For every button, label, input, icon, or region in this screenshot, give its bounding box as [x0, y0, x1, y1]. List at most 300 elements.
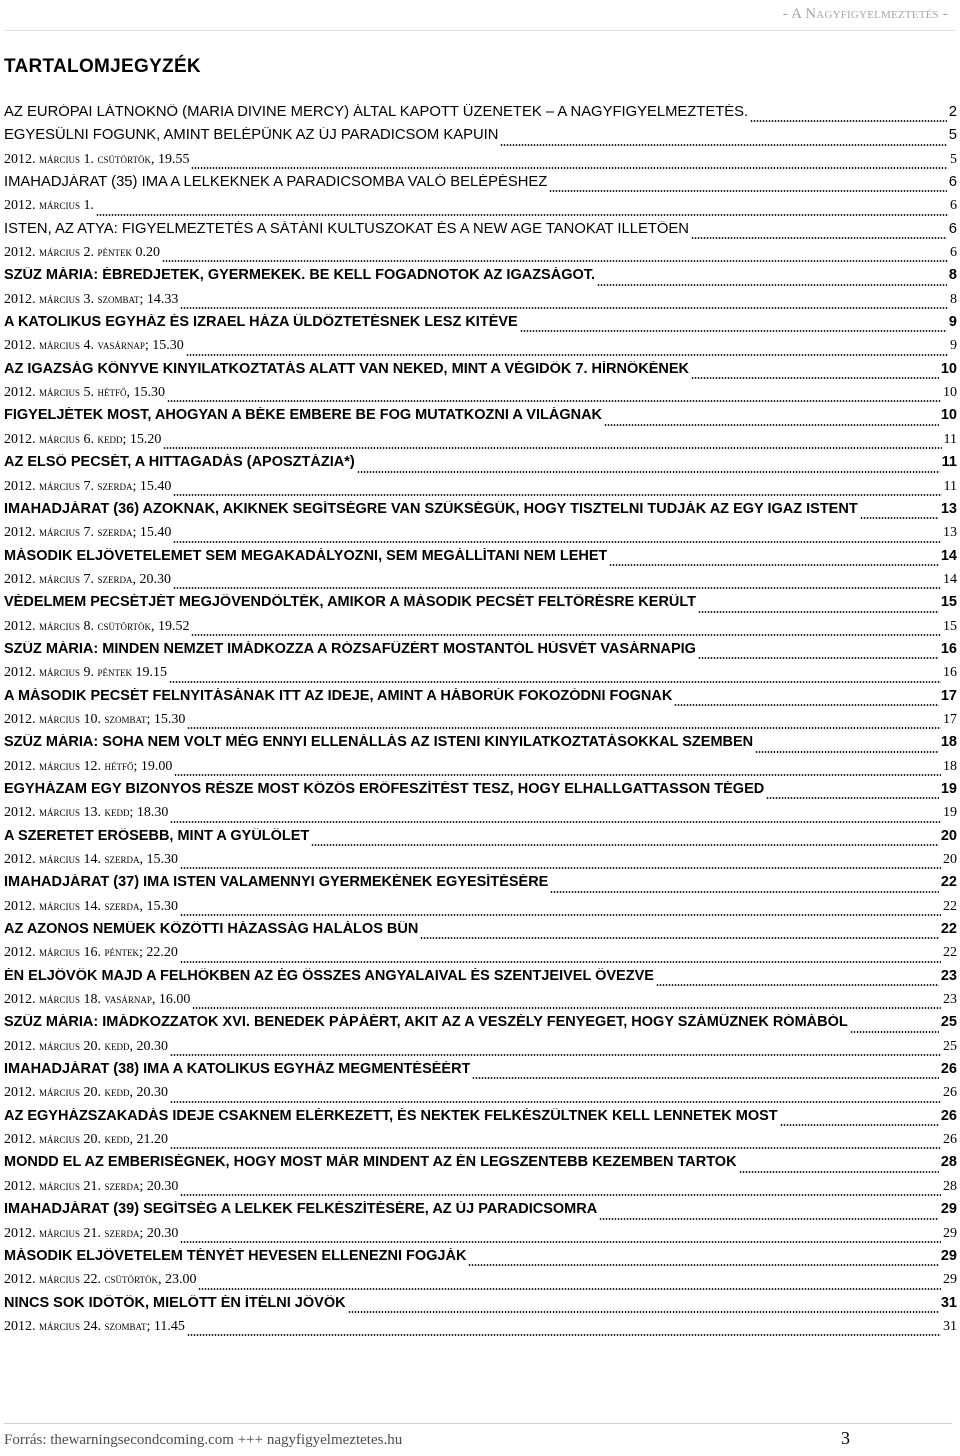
date-time: , 20.30: [132, 571, 172, 587]
toc-entry[interactable]: [4, 127, 957, 150]
toc-entry[interactable]: [4, 968, 957, 991]
toc-entry-date: [4, 431, 161, 448]
page-number: 3: [841, 1428, 850, 1448]
toc-entry[interactable]: [4, 781, 957, 804]
dot-leader: [656, 984, 939, 986]
dot-leader: [180, 961, 941, 963]
date-time: , 20.30: [129, 1085, 169, 1101]
toc-entry-date: [4, 1038, 168, 1055]
date-time: , 15.30: [126, 385, 166, 401]
toc-entry[interactable]: [4, 874, 957, 897]
toc-page-number: 22: [940, 921, 957, 938]
toc-entry[interactable]: [4, 548, 957, 571]
toc-entry[interactable]: [4, 734, 957, 757]
date-month: március: [39, 1317, 81, 1333]
toc-entry-date: [4, 1131, 168, 1148]
date-month: március: [39, 1224, 81, 1240]
date-month: március: [39, 617, 81, 633]
toc-page-number: 22: [943, 898, 957, 914]
toc-entry-title: AZ IGAZSÁG KÖNYVE KINYILATKOZTATÁS ALATT VAN NEKED, MINT A VÉGIDŐK 7. HÍRNÖKÉNEK: [4, 360, 689, 377]
toc-page-number: 18: [940, 734, 957, 751]
toc-entry[interactable]: [4, 828, 957, 851]
date-time: , 15.30: [139, 852, 179, 867]
date-weekday: csütörtök: [104, 1271, 158, 1287]
toc-subentry[interactable]: [4, 1038, 957, 1061]
date-time: , 21.20: [129, 1132, 169, 1148]
toc-subentry[interactable]: [4, 478, 957, 501]
dot-leader: [691, 377, 939, 379]
dot-leader: [162, 260, 948, 262]
toc-page-number: 13: [940, 500, 957, 517]
toc-entry-title: IMAHADJÁRAT (36) AZOKNAK, AKIKNEK SEGÍTSÉGRE VAN SZÜKSÉGÜK, HOGY TISZTELNI TUDJÁK AZ EGY IGAZ ISTENT: [4, 500, 858, 517]
dot-leader: [192, 1007, 941, 1009]
toc-page-number: 15: [940, 594, 957, 611]
toc-entry-date: [4, 197, 94, 214]
toc-subentry[interactable]: [4, 524, 957, 547]
toc-page-number: 23: [940, 967, 957, 984]
toc-entry-date: [4, 991, 190, 1008]
date-day: 21.: [80, 1178, 102, 1194]
dot-leader: [750, 120, 947, 122]
date-time: ; 15.40: [132, 478, 172, 494]
date-day: 7.: [80, 571, 95, 587]
date-time: , 16.00: [151, 992, 191, 1008]
dot-leader: [187, 727, 941, 729]
toc-page-number: 16: [943, 665, 957, 681]
date-time: ; 20.30: [139, 1225, 179, 1241]
date-day: 24.: [80, 1318, 102, 1334]
toc-subentry[interactable]: [4, 944, 957, 967]
toc-page-number: 20: [943, 852, 957, 867]
toc-subentry[interactable]: [4, 1271, 957, 1294]
toc-page-number: 11: [943, 478, 957, 494]
toc-page-number: 26: [940, 1107, 957, 1124]
date-weekday: kedd: [104, 1131, 130, 1147]
date-year: 2012.: [4, 618, 36, 634]
toc-page-number: 22: [940, 874, 957, 891]
date-year: 2012.: [4, 338, 36, 354]
toc-entry-date: [4, 524, 171, 541]
dot-leader: [674, 704, 939, 706]
page-footer: [4, 1423, 952, 1454]
toc-entry-title: VÉDELMEM PECSÉTJÉT MEGJÖVENDÖLTÉK, AMIKOR A MÁSODIK PECSÉT FELTÖRÉSRE KERÜLT: [4, 594, 697, 611]
toc-page-number: 10: [940, 360, 957, 377]
date-time: ; 22.20: [139, 945, 178, 961]
date-weekday: kedd: [104, 804, 130, 820]
toc-entry-title: AZ ELSŐ PECSÉT, A HITTAGADÁS (APOSZTÁZIA*): [4, 454, 355, 471]
toc-page-number: 11: [943, 431, 957, 447]
date-year: 2012.: [4, 992, 36, 1008]
date-weekday: péntek: [97, 664, 133, 680]
toc-entry-date: [4, 1318, 185, 1335]
toc-entry[interactable]: [4, 221, 957, 244]
toc-entry[interactable]: [4, 921, 957, 944]
toc-page-number: 22: [943, 945, 957, 961]
dot-leader: [609, 564, 938, 566]
toc-page-number: 29: [943, 1272, 957, 1288]
dot-leader: [173, 587, 941, 589]
date-month: március: [39, 150, 81, 166]
toc-subentry[interactable]: [4, 337, 957, 360]
toc-entry[interactable]: [4, 1201, 957, 1224]
date-day: 13.: [80, 805, 102, 821]
toc-entry-date: [4, 244, 160, 261]
toc-entry-title: A SZERETET ERŐSEBB, MINT A GYŰLÖLET: [4, 827, 310, 844]
toc-subentry[interactable]: [4, 384, 957, 407]
toc-entry-title: IMAHADJÁRAT (39) SEGÍTSÉG A LELKEK FELKÉSZÍTÉSÉRE, AZ ÚJ PARADICSOMRA: [4, 1201, 598, 1218]
date-weekday: vasárnap: [104, 991, 152, 1007]
toc-page-number: 6: [950, 198, 957, 214]
toc-entry-title: IMAHADJÁRAT (35) IMA A LELKEKNEK A PARADICSOMBA VALÓ BELÉPÉSHEZ: [4, 174, 548, 191]
date-weekday: kedd: [97, 430, 123, 446]
toc-entry[interactable]: [4, 594, 957, 617]
dot-leader: [850, 1031, 939, 1033]
dot-leader: [357, 471, 940, 473]
toc-subentry[interactable]: [4, 291, 957, 314]
toc-subentry[interactable]: [4, 664, 957, 687]
date-year: 2012.: [4, 571, 36, 587]
date-weekday: péntek: [97, 244, 133, 260]
table-of-contents: [4, 104, 957, 1341]
date-month: március: [39, 1271, 81, 1287]
toc-entry-date: [4, 151, 189, 168]
date-weekday: szombat: [97, 290, 140, 306]
date-day: 7.: [80, 525, 95, 541]
date-year: 2012.: [4, 385, 36, 401]
dot-leader: [187, 1334, 941, 1336]
toc-entry[interactable]: [4, 688, 957, 711]
dot-leader: [420, 937, 939, 939]
toc-page-number: 11: [941, 454, 957, 471]
dot-leader: [780, 1124, 939, 1126]
date-weekday: szerda: [97, 570, 133, 586]
toc-entry-title: SZŰZ MÁRIA: IMÁDKOZZATOK XVI. BENEDEK PÁPÁÉRT, AKIT AZ A VESZÉLY FENYEGET, HOGY SZÁMŰZNEK RÓMÁBÓL: [4, 1014, 848, 1031]
dot-leader: [860, 517, 939, 519]
dot-leader: [597, 284, 947, 286]
date-year: 2012.: [4, 945, 36, 961]
date-month: március: [39, 244, 81, 260]
dot-leader: [191, 634, 941, 636]
date-day: 20.: [80, 1085, 102, 1101]
dot-leader: [191, 167, 948, 169]
date-year: 2012.: [4, 245, 36, 261]
toc-entry[interactable]: [4, 501, 957, 524]
dot-leader: [170, 821, 941, 823]
date-day: 18.: [80, 992, 102, 1008]
date-month: március: [39, 570, 81, 586]
date-day: 6.: [80, 431, 95, 447]
date-year: 2012.: [4, 198, 36, 214]
date-year: 2012.: [4, 1178, 36, 1194]
toc-page-number: 28: [943, 1178, 957, 1194]
date-weekday: szerda: [97, 477, 133, 493]
date-day: 21.: [80, 1225, 102, 1241]
date-day: 14.: [80, 898, 102, 914]
toc-page-number: 17: [940, 687, 957, 704]
date-time: , 19.52: [150, 618, 190, 634]
dot-leader: [604, 424, 939, 426]
date-month: március: [39, 1037, 81, 1053]
date-month: március: [39, 197, 81, 213]
date-weekday: szerda: [104, 1224, 140, 1240]
toc-entry-title: EGYHÁZAM EGY BIZONYOS RÉSZE MOST KÖZÖS ERŐFESZÍTÉST TESZ, HOGY ELHALLGATTASSON TÉGED: [4, 780, 765, 797]
dot-leader: [170, 1101, 941, 1103]
date-weekday: szerda: [104, 897, 140, 913]
toc-entry[interactable]: [4, 104, 957, 127]
toc-subentry[interactable]: [4, 1131, 957, 1154]
toc-entry-date: [4, 664, 167, 681]
dot-leader: [170, 1147, 941, 1149]
date-time: 19.15: [132, 665, 168, 681]
toc-entry[interactable]: [4, 1061, 957, 1084]
toc-entry-date: [4, 1178, 178, 1195]
toc-entry[interactable]: [4, 267, 957, 290]
date-day: 5.: [80, 385, 95, 401]
dot-leader: [173, 541, 941, 543]
date-day: 3.: [80, 291, 95, 307]
toc-page-number: 26: [943, 1132, 957, 1148]
dot-leader: [348, 1311, 939, 1313]
dot-leader: [500, 144, 946, 146]
toc-subentry[interactable]: [4, 851, 957, 874]
toc-subentry[interactable]: [4, 1225, 957, 1248]
date-time: , 15.30: [139, 898, 179, 914]
toc-entry[interactable]: [4, 1295, 957, 1318]
dot-leader: [180, 867, 941, 869]
toc-entry-date: [4, 851, 178, 868]
toc-entry-title: MONDD EL AZ EMBERISÉGNEK, HOGY MOST MÁR MINDENT AZ ÉN LEGSZENTEBB KEZEMBEN TARTOK: [4, 1154, 737, 1171]
header-rule: [4, 30, 956, 31]
date-time: ; 19.00: [133, 758, 173, 774]
toc-entry-title: MÁSODIK ELJÖVETELEM TÉNYÉT HEVESEN ELLENEZNI FOGJÁK: [4, 1247, 467, 1264]
date-month: március: [39, 897, 81, 913]
toc-page-number: 25: [943, 1038, 957, 1054]
date-month: március: [39, 944, 81, 960]
toc-entry-date: [4, 1225, 178, 1242]
date-time: , 19.55: [150, 151, 190, 167]
toc-entry-title: ÉN ELJÖVÖK MAJD A FELHŐKBEN AZ ÉG ÖSSZES ANGYALAIVAL ÉS SZENTJEIVEL ÖVEZVE: [4, 967, 654, 984]
toc-entry-date: [4, 804, 168, 821]
dot-leader: [96, 214, 948, 216]
date-year: 2012.: [4, 898, 36, 914]
date-weekday: péntek: [104, 944, 140, 960]
dot-leader: [174, 774, 941, 776]
toc-subentry[interactable]: [4, 758, 957, 781]
date-weekday: kedd: [104, 1084, 130, 1100]
date-weekday: szombat: [104, 710, 147, 726]
toc-entry-date: [4, 291, 178, 308]
date-weekday: hétfő: [104, 757, 134, 773]
toc-entry-date: [4, 571, 171, 588]
dot-leader: [698, 611, 939, 613]
toc-subentry[interactable]: [4, 711, 957, 734]
date-day: 9.: [80, 665, 95, 681]
date-year: 2012.: [4, 1225, 36, 1241]
date-year: 2012.: [4, 852, 36, 867]
toc-entry-date: [4, 898, 178, 915]
date-weekday: kedd: [104, 1037, 130, 1053]
date-month: március: [39, 430, 81, 446]
date-time: ; 15.30: [144, 338, 184, 354]
toc-subentry[interactable]: [4, 1084, 957, 1107]
date-time: ; 15.30: [146, 711, 186, 727]
toc-page-number: 6: [948, 220, 957, 237]
date-month: március: [39, 1177, 81, 1193]
date-year: 2012.: [4, 478, 36, 494]
date-time: ; 15.40: [132, 525, 172, 541]
dot-leader: [691, 237, 947, 239]
dot-leader: [766, 797, 939, 799]
toc-page-number: 5: [950, 151, 957, 167]
date-year: 2012.: [4, 1318, 36, 1334]
toc-page-number: 5: [948, 127, 957, 144]
toc-page-number: 26: [940, 1061, 957, 1078]
toc-page-number: 28: [940, 1154, 957, 1171]
toc-entry-title: AZ AZONOS NEMŰEK KÖZÖTTI HÁZASSÁG HALÁLOS BŰN: [4, 921, 419, 938]
toc-entry[interactable]: [4, 1108, 957, 1131]
toc-subentry[interactable]: [4, 571, 957, 594]
date-day: 8.: [80, 618, 95, 634]
dot-leader: [173, 494, 941, 496]
date-year: 2012.: [4, 805, 36, 821]
dot-leader: [520, 330, 947, 332]
date-month: március: [39, 384, 81, 400]
dot-leader: [599, 1218, 939, 1220]
toc-page-number: 29: [943, 1225, 957, 1241]
toc-entry-title: EGYESÜLNI FOGUNK, AMINT BELÉPÜNK AZ ÚJ PARADICSOM KAPUIN: [4, 127, 499, 144]
date-day: 12.: [80, 758, 102, 774]
toc-entry[interactable]: [4, 314, 957, 337]
dot-leader: [472, 1077, 938, 1079]
date-month: március: [39, 664, 81, 680]
toc-title: TARTALOMJEGYZÉK: [4, 56, 201, 77]
date-time: ; 20.30: [139, 1178, 179, 1194]
dot-leader: [698, 657, 939, 659]
toc-entry-title: IMAHADJÁRAT (38) IMA A KATOLIKUS EGYHÁZ MEGMENTÉSÉÉRT: [4, 1061, 471, 1078]
date-day: 20.: [80, 1132, 102, 1148]
toc-subentry[interactable]: [4, 804, 957, 827]
date-month: március: [39, 991, 81, 1007]
date-weekday: szerda: [97, 524, 133, 540]
date-month: március: [39, 290, 81, 306]
toc-entry[interactable]: [4, 174, 957, 197]
toc-subentry[interactable]: [4, 244, 957, 267]
date-month: március: [39, 337, 81, 353]
dot-leader: [180, 1194, 941, 1196]
toc-entry[interactable]: [4, 407, 957, 430]
toc-page-number: 10: [943, 385, 957, 401]
toc-subentry[interactable]: [4, 1178, 957, 1201]
dot-leader: [170, 1054, 941, 1056]
toc-subentry[interactable]: [4, 618, 957, 641]
date-weekday: csütörtök: [97, 150, 151, 166]
dot-leader: [186, 354, 948, 356]
dot-leader: [550, 891, 939, 893]
date-time: ; 15.20: [122, 431, 162, 447]
toc-entry[interactable]: [4, 1014, 957, 1037]
dot-leader: [468, 1264, 938, 1266]
date-time: , 20.30: [129, 1038, 169, 1054]
dot-leader: [739, 1171, 939, 1173]
date-year: 2012.: [4, 1132, 36, 1148]
dot-leader: [180, 1241, 941, 1243]
toc-entry-title: SZŰZ MÁRIA: ÉBREDJETEK, GYERMEKEK. BE KELL FOGADNOTOK AZ IGAZSÁGOT.: [4, 267, 596, 284]
date-day: 7.: [80, 478, 95, 494]
toc-entry[interactable]: [4, 361, 957, 384]
date-day: 1.: [80, 151, 95, 167]
date-time: ; 18.30: [129, 805, 169, 821]
toc-entry-title: AZ EGYHÁZSZAKADÁS IDEJE CSAKNEM ELÉRKEZETT, ÉS NEKTEK FELKÉSZÜLTNEK KELL LENNETEK MOST: [4, 1107, 778, 1124]
date-day: 14.: [80, 852, 102, 867]
toc-entry-title: A MÁSODIK PECSÉT FELNYITÁSÁNAK ITT AZ IDEJE, AMINT A HÁBORÚK FOKOZÓDNI FOGNAK: [4, 687, 673, 704]
toc-page-number: 10: [940, 407, 957, 424]
toc-entry[interactable]: [4, 1154, 957, 1177]
date-day: 2.: [80, 245, 95, 261]
date-day: 22.: [80, 1272, 102, 1288]
toc-page-number: 8: [950, 291, 957, 307]
date-year: 2012.: [4, 525, 36, 541]
date-day: 16.: [80, 945, 102, 961]
toc-entry-title: MÁSODIK ELJÖVETELEMET SEM MEGAKADÁLYOZNI, SEM MEGÁLLÍTANI NEM LEHET: [4, 547, 608, 564]
dot-leader: [198, 1288, 941, 1290]
toc-subentry[interactable]: [4, 431, 957, 454]
date-time: 0.20: [132, 245, 161, 261]
toc-entry[interactable]: [4, 454, 957, 477]
dot-leader: [549, 190, 946, 192]
dot-leader: [180, 914, 941, 916]
toc-subentry[interactable]: [4, 197, 957, 220]
toc-page-number: 19: [943, 805, 957, 821]
toc-page-number: 20: [940, 827, 957, 844]
toc-page-number: 25: [940, 1014, 957, 1031]
toc-entry-date: [4, 711, 185, 728]
date-weekday: hétfő: [97, 384, 127, 400]
date-year: 2012.: [4, 758, 36, 774]
toc-page-number: 29: [940, 1201, 957, 1218]
toc-entry-date: [4, 1084, 168, 1101]
toc-entry-date: [4, 337, 184, 354]
date-day: 1.: [80, 198, 95, 214]
date-weekday: szerda: [104, 1177, 140, 1193]
toc-page-number: 15: [943, 618, 957, 634]
toc-subentry[interactable]: [4, 991, 957, 1014]
toc-entry[interactable]: [4, 641, 957, 664]
toc-entry-date: [4, 618, 189, 635]
toc-subentry[interactable]: [4, 898, 957, 921]
date-month: március: [39, 851, 81, 866]
date-weekday: szerda: [104, 851, 140, 866]
toc-page-number: 17: [943, 711, 957, 727]
toc-entry[interactable]: [4, 1248, 957, 1271]
dot-leader: [311, 844, 939, 846]
toc-page-number: 23: [943, 992, 957, 1008]
toc-page-number: 18: [943, 758, 957, 774]
date-year: 2012.: [4, 665, 36, 681]
date-time: ; 11.45: [146, 1318, 185, 1334]
dot-leader: [169, 681, 941, 683]
toc-page-number: 19: [940, 780, 957, 797]
toc-subentry[interactable]: [4, 1318, 957, 1341]
toc-entry-date: [4, 478, 171, 495]
toc-entry-title: SZŰZ MÁRIA: MINDEN NEMZET IMÁDKOZZA A RÓZSAFÜZÉRT MOSTANTÓL HÚSVÉT VASÁRNAPIG: [4, 640, 696, 657]
toc-entry-title: NINCS SOK IDŐTÖK, MIELŐTT ÉN ÍTÉLNI JÖVÖK: [4, 1294, 346, 1311]
date-year: 2012.: [4, 1085, 36, 1101]
toc-page-number: 6: [948, 174, 957, 191]
date-year: 2012.: [4, 431, 36, 447]
toc-page-number: 31: [940, 1294, 957, 1311]
dot-leader: [167, 400, 941, 402]
toc-subentry[interactable]: [4, 151, 957, 174]
